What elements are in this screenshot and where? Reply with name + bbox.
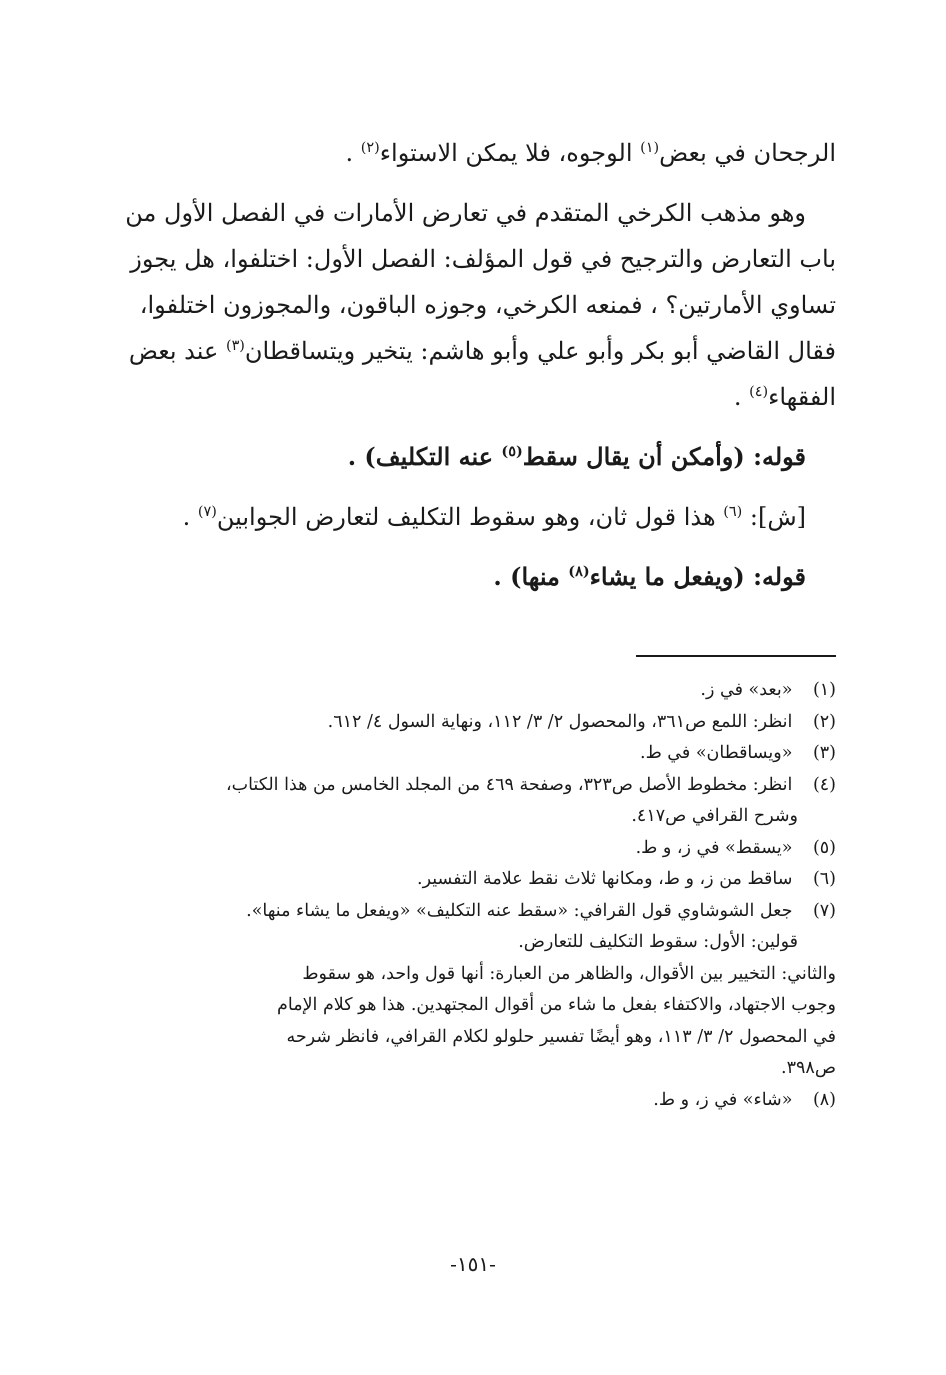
footnote-7-continuation: قولين: الأول: سقوط التكليف للتعارض. [518, 932, 798, 952]
footnote-ref-2: (٢) [360, 140, 380, 156]
footnote-1 [110, 675, 836, 707]
text-line: تساوي الأمارتين؟ ، فمنعه الكرخي، وجوزه الباقون، والمجوزون اختلفوا، [139, 291, 836, 319]
text-line: باب التعارض والترجيح في قول المؤلف: الفصل الأول: اختلفوا، هل يجوز [130, 245, 836, 273]
footnote-text: انظر: مخطوط الأصل ص٣٢٣، وصفحة ٤٦٩ من المجلد الخامس من هذا الكتاب، [225, 774, 793, 795]
main-text [110, 130, 836, 600]
paragraph-1 [110, 130, 836, 176]
footnote-2 [110, 707, 836, 739]
footnote-number: (١) [812, 680, 836, 700]
footnote-number: (٥) [812, 837, 836, 858]
page-number: -١٥١- [450, 1252, 496, 1276]
footnote-number: (٧) [812, 900, 836, 921]
footnote-number: (٨) [812, 1089, 836, 1110]
quote-2 [110, 554, 836, 600]
footnote-6 [110, 864, 836, 896]
footnote-4-continuation: وشرح القرافي ص٤١٧. [631, 806, 798, 826]
footnote-7-line: وجوب الاجتهاد، والاكتفاء بفعل ما شاء من أقوال المجتهدين. هذا هو كلام الإمام [277, 995, 836, 1015]
footnote-7-line: ص٣٩٨. [781, 1058, 836, 1078]
commentary-line [110, 494, 836, 540]
text-line: وهو مذهب الكرخي المتقدم في تعارض الأمارات في الفصل الأول من [125, 199, 806, 227]
quote-1 [110, 434, 836, 480]
text-line: [ش]: $^{(٦)}$ هذا قول ثان، وهو سقوط التكليف لتعارض الجوابين$^{(٧)}$ . [182, 503, 806, 531]
footnote-7 [110, 896, 836, 928]
footnote-ref-6: (٦) [723, 504, 743, 520]
footnote-7-line: في المحصول ٢/ ٣/ ١١٣، وهو أيضًا تفسير حلولو لكلام القرافي، فانظر شرحه [286, 1026, 836, 1047]
footnote-ref-5: (٥) [501, 443, 523, 460]
text-line: فقال القاضي أبو بكر وأبو علي وأبو هاشم: يتخير ويتساقطان$^{(٣)}$ عند بعض [128, 337, 836, 365]
text-line: الرجحان في بعض$^{(١)}$ الوجوه، فلا يمكن الاستواء$^{(٢)}$ . [345, 139, 836, 167]
footnote-number: (٤) [812, 774, 836, 795]
footnote-separator [636, 655, 836, 657]
footnote-ref-8: (٨) [568, 563, 590, 580]
footnote-text: «شاء» في ز، و ط. [653, 1089, 793, 1110]
footnote-ref-7: (٧) [197, 504, 217, 520]
footnote-text: «ويساقطان» في ط. [640, 743, 793, 763]
footnote-text: ساقط من ز، و ط، ومكانها ثلاث نقط علامة التفسير. [417, 869, 793, 889]
footnote-4 [110, 770, 836, 802]
footnote-5 [110, 833, 836, 865]
footnote-text: انظر: اللمع ص٣٦١، والمحصول ٢/ ٣/ ١١٢، ونهاية السول ٤/ ٦١٢. [327, 711, 793, 732]
footnote-number: (٣) [812, 743, 836, 763]
footnote-ref-1: (١) [640, 140, 660, 156]
text-line: الفقهاء$^{(٤)}$ . [733, 383, 836, 411]
footnote-ref-4: (٤) [749, 384, 769, 400]
footnote-7-line: والثاني: التخيير بين الأقوال، والظاهر من العبارة: أنها قول واحد، هو سقوط [302, 963, 836, 984]
footnote-text: «يسقط» في ز، و ط. [635, 837, 793, 858]
footnote-8 [110, 1085, 836, 1117]
footnote-number: (٢) [812, 711, 836, 732]
footnote-number: (٦) [812, 869, 836, 889]
footnote-ref-3: (٣) [225, 338, 245, 354]
quote-line: قوله: (ويفعل ما يشاء$^{(٨)}$ منها) . [493, 562, 806, 591]
footnote-3 [110, 738, 836, 770]
quote-line: قوله: (وأمكن أن يقال سقط$^{(٥)}$ عنه التكليف) . [347, 442, 806, 471]
footnote-text: «بعد» في ز. [700, 680, 793, 700]
paragraph-2 [110, 190, 836, 420]
footnote-text: جعل الشوشاوي قول القرافي: «سقط عنه التكليف» «ويفعل ما يشاء منها». [246, 900, 793, 921]
footnotes [110, 675, 836, 1116]
